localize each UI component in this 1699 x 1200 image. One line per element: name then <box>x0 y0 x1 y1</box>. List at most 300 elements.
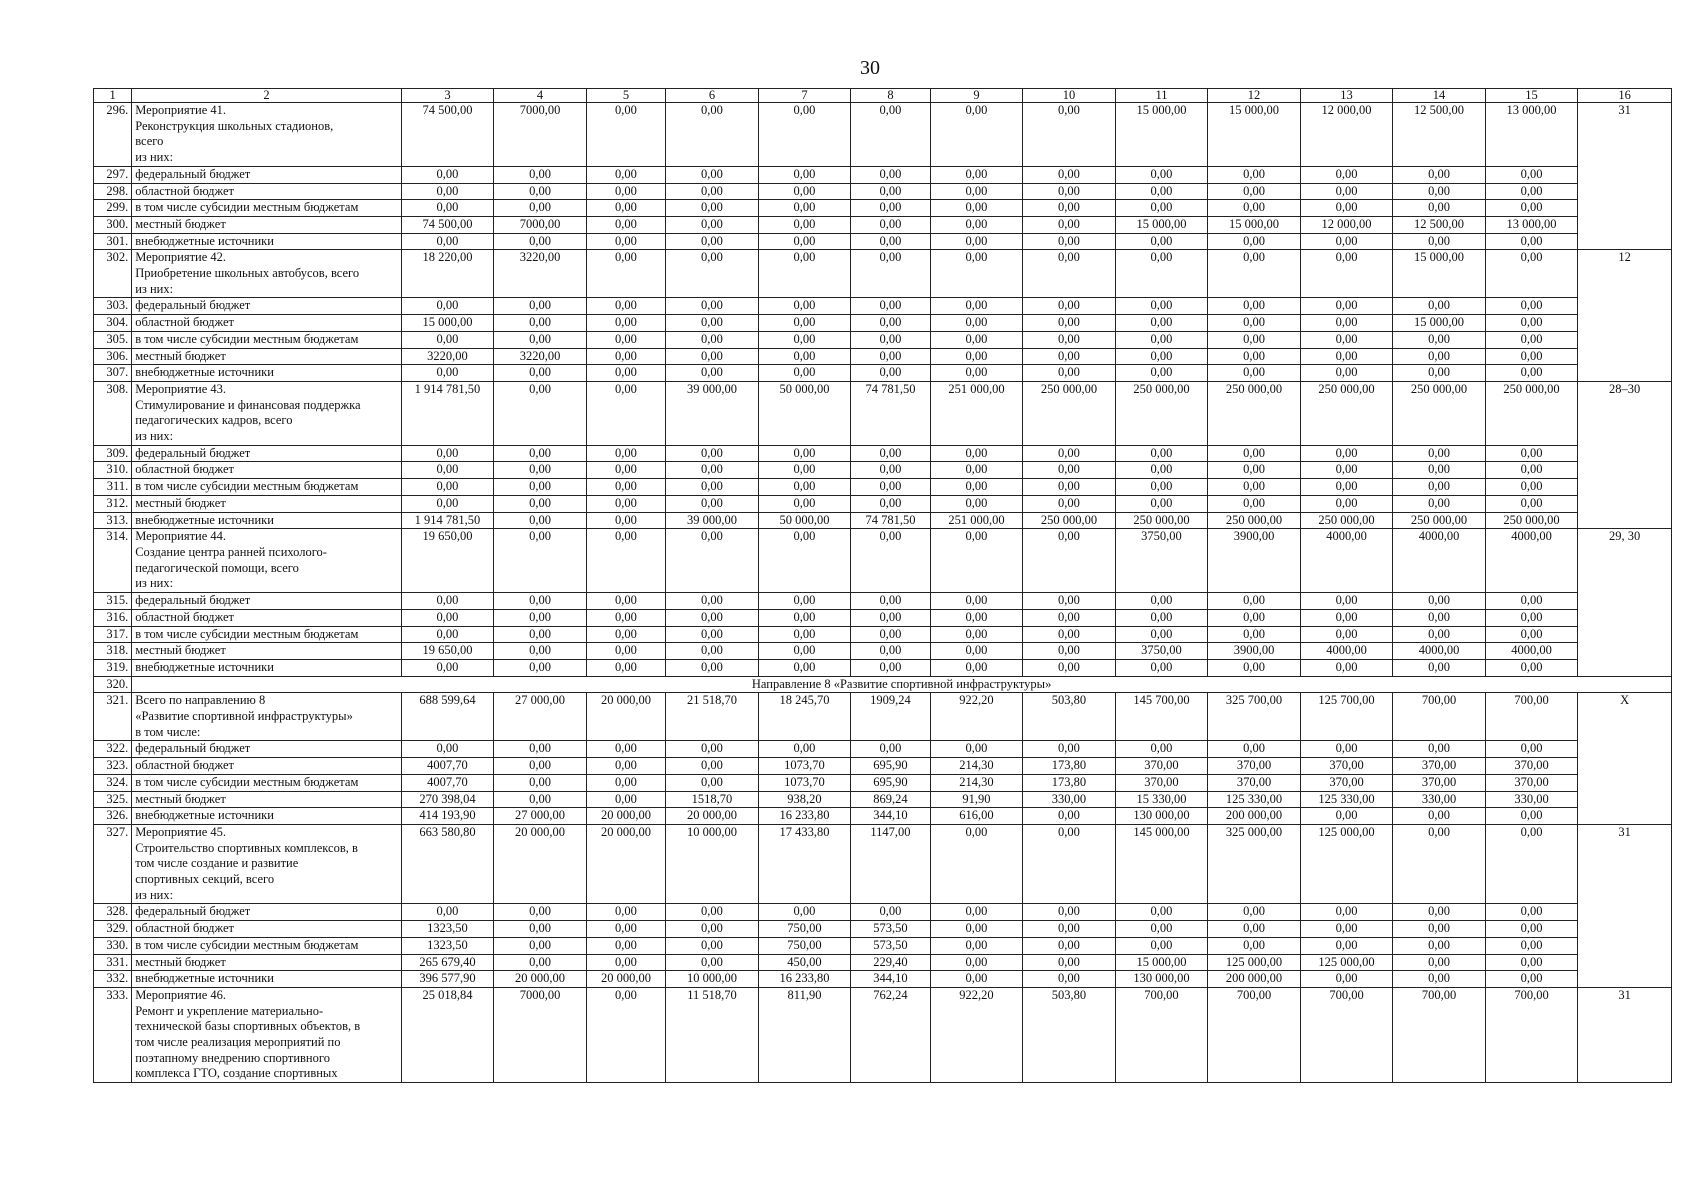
value-cell: 0,00 <box>1300 593 1393 610</box>
row-number: 298. <box>94 183 132 200</box>
value-cell: 0,00 <box>1023 954 1116 971</box>
row-name-line: «Развитие спортивной инфраструктуры» <box>135 709 353 724</box>
row-name <box>132 609 402 626</box>
value-cell: 0,00 <box>1115 298 1208 315</box>
value-cell: 12 000,00 <box>1300 216 1393 233</box>
note-cell: 31 <box>1578 987 1672 1082</box>
value-cell: 370,00 <box>1208 758 1301 775</box>
value-cell: 0,00 <box>1300 331 1393 348</box>
value-cell: 0,00 <box>666 365 759 382</box>
value-cell: 0,00 <box>586 921 665 938</box>
value-cell: 250 000,00 <box>1023 512 1116 529</box>
value-cell: 0,00 <box>1485 479 1578 496</box>
row-name <box>132 626 402 643</box>
value-cell: 0,00 <box>1208 348 1301 365</box>
value-cell: 0,00 <box>851 298 930 315</box>
row-number: 316. <box>94 609 132 626</box>
value-cell: 0,00 <box>1393 937 1486 954</box>
value-cell: 0,00 <box>1023 659 1116 676</box>
value-cell: 0,00 <box>666 315 759 332</box>
row-number: 300. <box>94 216 132 233</box>
table-row <box>94 495 1672 512</box>
value-cell: 0,00 <box>1393 971 1486 988</box>
value-cell: 0,00 <box>666 250 759 298</box>
value-cell: 0,00 <box>1485 659 1578 676</box>
value-cell: 250 000,00 <box>1115 381 1208 445</box>
value-cell: 0,00 <box>1485 462 1578 479</box>
value-cell: 0,00 <box>851 166 930 183</box>
value-cell: 0,00 <box>1300 233 1393 250</box>
value-cell: 270 398,04 <box>401 791 494 808</box>
value-cell: 0,00 <box>930 954 1023 971</box>
value-cell: 4000,00 <box>1485 643 1578 660</box>
value-cell: 762,24 <box>851 987 930 1082</box>
value-cell: 0,00 <box>586 462 665 479</box>
row-name-line: областной бюджет <box>135 921 234 936</box>
value-cell: 0,00 <box>1115 365 1208 382</box>
value-cell: 20 000,00 <box>586 971 665 988</box>
value-cell: 0,00 <box>758 298 851 315</box>
row-number: 332. <box>94 971 132 988</box>
value-cell: 0,00 <box>1023 479 1116 496</box>
value-cell: 50 000,00 <box>758 381 851 445</box>
value-cell: 20 000,00 <box>586 693 665 741</box>
value-cell: 0,00 <box>1115 609 1208 626</box>
value-cell: 0,00 <box>494 758 587 775</box>
row-number: 307. <box>94 365 132 382</box>
row-name-line: Мероприятие 45. <box>135 824 227 839</box>
value-cell: 0,00 <box>1300 808 1393 825</box>
value-cell: 250 000,00 <box>1485 381 1578 445</box>
value-cell: 200 000,00 <box>1208 971 1301 988</box>
value-cell: 15 000,00 <box>1115 103 1208 167</box>
row-name-line: федеральный бюджет <box>135 166 251 181</box>
value-cell: 0,00 <box>758 250 851 298</box>
value-cell: 0,00 <box>851 216 930 233</box>
value-cell: 0,00 <box>1208 904 1301 921</box>
value-cell: 12 500,00 <box>1393 103 1486 167</box>
value-cell: 18 220,00 <box>401 250 494 298</box>
table-row <box>94 741 1672 758</box>
value-cell: 0,00 <box>401 609 494 626</box>
table-row <box>94 479 1672 496</box>
row-number: 319. <box>94 659 132 676</box>
row-name <box>132 216 402 233</box>
row-number: 309. <box>94 445 132 462</box>
row-name-line: из них: <box>135 281 174 296</box>
value-cell: 0,00 <box>494 462 587 479</box>
value-cell: 700,00 <box>1393 693 1486 741</box>
value-cell: 0,00 <box>1115 348 1208 365</box>
value-cell: 0,00 <box>586 200 665 217</box>
value-cell: 3220,00 <box>494 348 587 365</box>
value-cell: 0,00 <box>1023 216 1116 233</box>
row-name <box>132 808 402 825</box>
row-name <box>132 315 402 332</box>
row-name-line: внебюджетные источники <box>135 808 274 823</box>
value-cell: 0,00 <box>930 529 1023 593</box>
column-header: 2 <box>132 89 402 103</box>
value-cell: 0,00 <box>494 381 587 445</box>
value-cell: 0,00 <box>1208 495 1301 512</box>
value-cell: 0,00 <box>494 643 587 660</box>
value-cell: 39 000,00 <box>666 381 759 445</box>
value-cell: 0,00 <box>401 741 494 758</box>
table-row <box>94 659 1672 676</box>
row-name-line: поэтапному внедрению спортивного <box>135 1050 330 1065</box>
value-cell: 0,00 <box>401 659 494 676</box>
value-cell: 0,00 <box>1300 479 1393 496</box>
value-cell: 0,00 <box>1393 808 1486 825</box>
value-cell: 0,00 <box>1208 200 1301 217</box>
value-cell: 74 781,50 <box>851 512 930 529</box>
table-row <box>94 331 1672 348</box>
value-cell: 0,00 <box>1208 462 1301 479</box>
value-cell: 0,00 <box>1208 331 1301 348</box>
value-cell: 0,00 <box>586 166 665 183</box>
value-cell: 750,00 <box>758 921 851 938</box>
value-cell: 20 000,00 <box>586 808 665 825</box>
value-cell: 0,00 <box>851 348 930 365</box>
value-cell: 0,00 <box>1393 741 1486 758</box>
row-name <box>132 495 402 512</box>
value-cell: 74 500,00 <box>401 216 494 233</box>
value-cell: 0,00 <box>666 200 759 217</box>
column-header: 11 <box>1115 89 1208 103</box>
value-cell: 0,00 <box>930 626 1023 643</box>
value-cell: 0,00 <box>1393 954 1486 971</box>
value-cell: 0,00 <box>494 512 587 529</box>
value-cell: 370,00 <box>1115 758 1208 775</box>
table-row <box>94 233 1672 250</box>
value-cell: 0,00 <box>851 331 930 348</box>
value-cell: 0,00 <box>851 445 930 462</box>
table-row <box>94 365 1672 382</box>
value-cell: 0,00 <box>494 315 587 332</box>
value-cell: 0,00 <box>1023 200 1116 217</box>
row-number: 333. <box>94 987 132 1082</box>
value-cell: 0,00 <box>930 103 1023 167</box>
value-cell: 0,00 <box>494 774 587 791</box>
table-row <box>94 381 1672 445</box>
value-cell: 0,00 <box>1300 183 1393 200</box>
value-cell: 0,00 <box>1393 479 1486 496</box>
value-cell: 0,00 <box>1485 166 1578 183</box>
value-cell: 16 233,80 <box>758 808 851 825</box>
value-cell: 0,00 <box>586 348 665 365</box>
row-number: 313. <box>94 512 132 529</box>
row-number: 329. <box>94 921 132 938</box>
value-cell: 18 245,70 <box>758 693 851 741</box>
value-cell: 0,00 <box>1300 250 1393 298</box>
value-cell: 0,00 <box>851 659 930 676</box>
value-cell: 325 000,00 <box>1208 824 1301 904</box>
value-cell: 0,00 <box>1023 495 1116 512</box>
value-cell: 0,00 <box>1393 609 1486 626</box>
value-cell: 0,00 <box>586 758 665 775</box>
value-cell: 0,00 <box>1485 937 1578 954</box>
value-cell: 0,00 <box>401 233 494 250</box>
column-header: 16 <box>1578 89 1672 103</box>
value-cell: 1 914 781,50 <box>401 512 494 529</box>
value-cell: 0,00 <box>1115 937 1208 954</box>
row-name-line: внебюджетные источники <box>135 512 274 527</box>
row-name-line: внебюджетные источники <box>135 659 274 674</box>
row-name-line: областной бюджет <box>135 462 234 477</box>
note-cell: 31 <box>1578 103 1672 250</box>
value-cell: 0,00 <box>1300 971 1393 988</box>
table-row <box>94 529 1672 593</box>
value-cell: 0,00 <box>1023 643 1116 660</box>
row-number: 314. <box>94 529 132 593</box>
value-cell: 0,00 <box>1300 445 1393 462</box>
row-name <box>132 774 402 791</box>
value-cell: 0,00 <box>586 987 665 1082</box>
table-row <box>94 824 1672 904</box>
value-cell: 0,00 <box>851 609 930 626</box>
value-cell: 0,00 <box>930 479 1023 496</box>
value-cell: 0,00 <box>586 593 665 610</box>
row-name-line: местный бюджет <box>135 216 226 231</box>
value-cell: 3750,00 <box>1115 529 1208 593</box>
column-header: 9 <box>930 89 1023 103</box>
value-cell: 0,00 <box>1208 315 1301 332</box>
row-name-line: федеральный бюджет <box>135 741 251 756</box>
value-cell: 15 000,00 <box>1393 250 1486 298</box>
value-cell: 0,00 <box>851 250 930 298</box>
value-cell: 1518,70 <box>666 791 759 808</box>
column-header: 15 <box>1485 89 1578 103</box>
value-cell: 344,10 <box>851 808 930 825</box>
value-cell: 922,20 <box>930 693 1023 741</box>
value-cell: 0,00 <box>1208 166 1301 183</box>
row-number: 303. <box>94 298 132 315</box>
value-cell: 0,00 <box>1208 298 1301 315</box>
value-cell: 0,00 <box>1300 904 1393 921</box>
value-cell: 0,00 <box>758 659 851 676</box>
value-cell: 0,00 <box>586 626 665 643</box>
table-row <box>94 987 1672 1082</box>
value-cell: 4007,70 <box>401 774 494 791</box>
row-name <box>132 904 402 921</box>
value-cell: 15 000,00 <box>401 315 494 332</box>
table-row <box>94 200 1672 217</box>
value-cell: 0,00 <box>1023 445 1116 462</box>
row-name-line: Мероприятие 42. <box>135 250 227 265</box>
row-name-line: в том числе: <box>135 724 201 739</box>
value-cell: 15 000,00 <box>1208 216 1301 233</box>
value-cell: 0,00 <box>1115 921 1208 938</box>
value-cell: 0,00 <box>1023 298 1116 315</box>
value-cell: 0,00 <box>494 200 587 217</box>
value-cell: 0,00 <box>1115 593 1208 610</box>
value-cell: 0,00 <box>758 643 851 660</box>
row-name <box>132 462 402 479</box>
value-cell: 0,00 <box>1485 445 1578 462</box>
table-row <box>94 643 1672 660</box>
value-cell: 17 433,80 <box>758 824 851 904</box>
value-cell: 0,00 <box>401 365 494 382</box>
value-cell: 938,20 <box>758 791 851 808</box>
value-cell: 0,00 <box>1023 937 1116 954</box>
value-cell: 0,00 <box>1023 103 1116 167</box>
value-cell: 811,90 <box>758 987 851 1082</box>
table-row <box>94 298 1672 315</box>
value-cell: 330,00 <box>1393 791 1486 808</box>
value-cell: 173,80 <box>1023 758 1116 775</box>
value-cell: 0,00 <box>758 462 851 479</box>
value-cell: 700,00 <box>1393 987 1486 1082</box>
value-cell: 869,24 <box>851 791 930 808</box>
value-cell: 15 000,00 <box>1393 315 1486 332</box>
value-cell: 0,00 <box>1115 166 1208 183</box>
row-number: 325. <box>94 791 132 808</box>
table-row <box>94 512 1672 529</box>
row-name <box>132 954 402 971</box>
column-header: 14 <box>1393 89 1486 103</box>
value-cell: 130 000,00 <box>1115 808 1208 825</box>
value-cell: 0,00 <box>758 529 851 593</box>
value-cell: 125 330,00 <box>1208 791 1301 808</box>
value-cell: 251 000,00 <box>930 381 1023 445</box>
value-cell: 1147,00 <box>851 824 930 904</box>
column-header: 10 <box>1023 89 1116 103</box>
value-cell: 4000,00 <box>1300 529 1393 593</box>
value-cell: 0,00 <box>1485 921 1578 938</box>
value-cell: 0,00 <box>758 315 851 332</box>
value-cell: 0,00 <box>1485 824 1578 904</box>
value-cell: 0,00 <box>1485 495 1578 512</box>
value-cell: 0,00 <box>1485 971 1578 988</box>
value-cell: 573,50 <box>851 921 930 938</box>
value-cell: 0,00 <box>586 365 665 382</box>
value-cell: 0,00 <box>586 331 665 348</box>
value-cell: 15 000,00 <box>1208 103 1301 167</box>
row-name <box>132 166 402 183</box>
table-row <box>94 445 1672 462</box>
table-row <box>94 609 1672 626</box>
value-cell: 0,00 <box>666 216 759 233</box>
value-cell: 0,00 <box>401 479 494 496</box>
value-cell: 0,00 <box>758 365 851 382</box>
value-cell: 11 518,70 <box>666 987 759 1082</box>
table-row <box>94 183 1672 200</box>
value-cell: 3900,00 <box>1208 643 1301 660</box>
table-row <box>94 758 1672 775</box>
value-cell: 0,00 <box>1393 921 1486 938</box>
value-cell: 0,00 <box>930 216 1023 233</box>
value-cell: 0,00 <box>666 183 759 200</box>
value-cell: 250 000,00 <box>1115 512 1208 529</box>
value-cell: 0,00 <box>1208 479 1301 496</box>
row-number: 305. <box>94 331 132 348</box>
value-cell: 0,00 <box>666 445 759 462</box>
value-cell: 20 000,00 <box>494 824 587 904</box>
value-cell: 20 000,00 <box>586 824 665 904</box>
value-cell: 0,00 <box>494 921 587 938</box>
value-cell: 0,00 <box>666 904 759 921</box>
row-name <box>132 365 402 382</box>
note-cell: X <box>1578 693 1672 825</box>
value-cell: 0,00 <box>1300 200 1393 217</box>
value-cell: 0,00 <box>494 298 587 315</box>
note-cell: 31 <box>1578 824 1672 987</box>
value-cell: 0,00 <box>1023 348 1116 365</box>
value-cell: 0,00 <box>586 954 665 971</box>
row-name-line: областной бюджет <box>135 758 234 773</box>
value-cell: 0,00 <box>666 529 759 593</box>
value-cell: 0,00 <box>401 166 494 183</box>
value-cell: 0,00 <box>494 479 587 496</box>
value-cell: 12 000,00 <box>1300 103 1393 167</box>
value-cell: 0,00 <box>586 529 665 593</box>
value-cell: 0,00 <box>1115 200 1208 217</box>
value-cell: 0,00 <box>1115 904 1208 921</box>
value-cell: 0,00 <box>851 183 930 200</box>
value-cell: 145 000,00 <box>1115 824 1208 904</box>
value-cell: 0,00 <box>1023 166 1116 183</box>
value-cell: 0,00 <box>851 643 930 660</box>
value-cell: 0,00 <box>1485 365 1578 382</box>
value-cell: 0,00 <box>401 593 494 610</box>
value-cell: 370,00 <box>1300 758 1393 775</box>
value-cell: 0,00 <box>494 593 587 610</box>
value-cell: 0,00 <box>494 495 587 512</box>
row-name-line: педагогической помощи, всего <box>135 560 299 575</box>
row-name <box>132 593 402 610</box>
value-cell: 0,00 <box>494 166 587 183</box>
value-cell: 0,00 <box>1300 921 1393 938</box>
value-cell: 0,00 <box>1393 462 1486 479</box>
note-cell: 29, 30 <box>1578 529 1672 676</box>
value-cell: 0,00 <box>930 250 1023 298</box>
value-cell: 16 233,80 <box>758 971 851 988</box>
row-name-line: в том числе субсидии местным бюджетам <box>135 331 359 346</box>
row-number: 331. <box>94 954 132 971</box>
value-cell: 0,00 <box>586 495 665 512</box>
row-name <box>132 200 402 217</box>
value-cell: 750,00 <box>758 937 851 954</box>
value-cell: 74 500,00 <box>401 103 494 167</box>
value-cell: 0,00 <box>1023 315 1116 332</box>
value-cell: 25 018,84 <box>401 987 494 1082</box>
value-cell: 0,00 <box>930 445 1023 462</box>
value-cell: 145 700,00 <box>1115 693 1208 741</box>
value-cell: 0,00 <box>758 331 851 348</box>
value-cell: 0,00 <box>1115 479 1208 496</box>
row-name-line: технической базы спортивных объектов, в <box>135 1019 361 1034</box>
value-cell: 0,00 <box>666 298 759 315</box>
row-name-line: том числе реализация мероприятий по <box>135 1035 341 1050</box>
section-title: Направление 8 «Развитие спортивной инфраструктуры» <box>132 676 1672 693</box>
value-cell: 0,00 <box>1023 529 1116 593</box>
value-cell: 0,00 <box>1023 971 1116 988</box>
value-cell: 700,00 <box>1485 693 1578 741</box>
value-cell: 0,00 <box>401 904 494 921</box>
table-row <box>94 954 1672 971</box>
value-cell: 229,40 <box>851 954 930 971</box>
row-name-line: федеральный бюджет <box>135 904 251 919</box>
value-cell: 0,00 <box>1300 365 1393 382</box>
value-cell: 0,00 <box>494 937 587 954</box>
row-number: 315. <box>94 593 132 610</box>
column-header: 12 <box>1208 89 1301 103</box>
value-cell: 0,00 <box>1393 298 1486 315</box>
table-row <box>94 791 1672 808</box>
value-cell: 15 000,00 <box>1115 954 1208 971</box>
row-name <box>132 298 402 315</box>
value-cell: 250 000,00 <box>1208 381 1301 445</box>
